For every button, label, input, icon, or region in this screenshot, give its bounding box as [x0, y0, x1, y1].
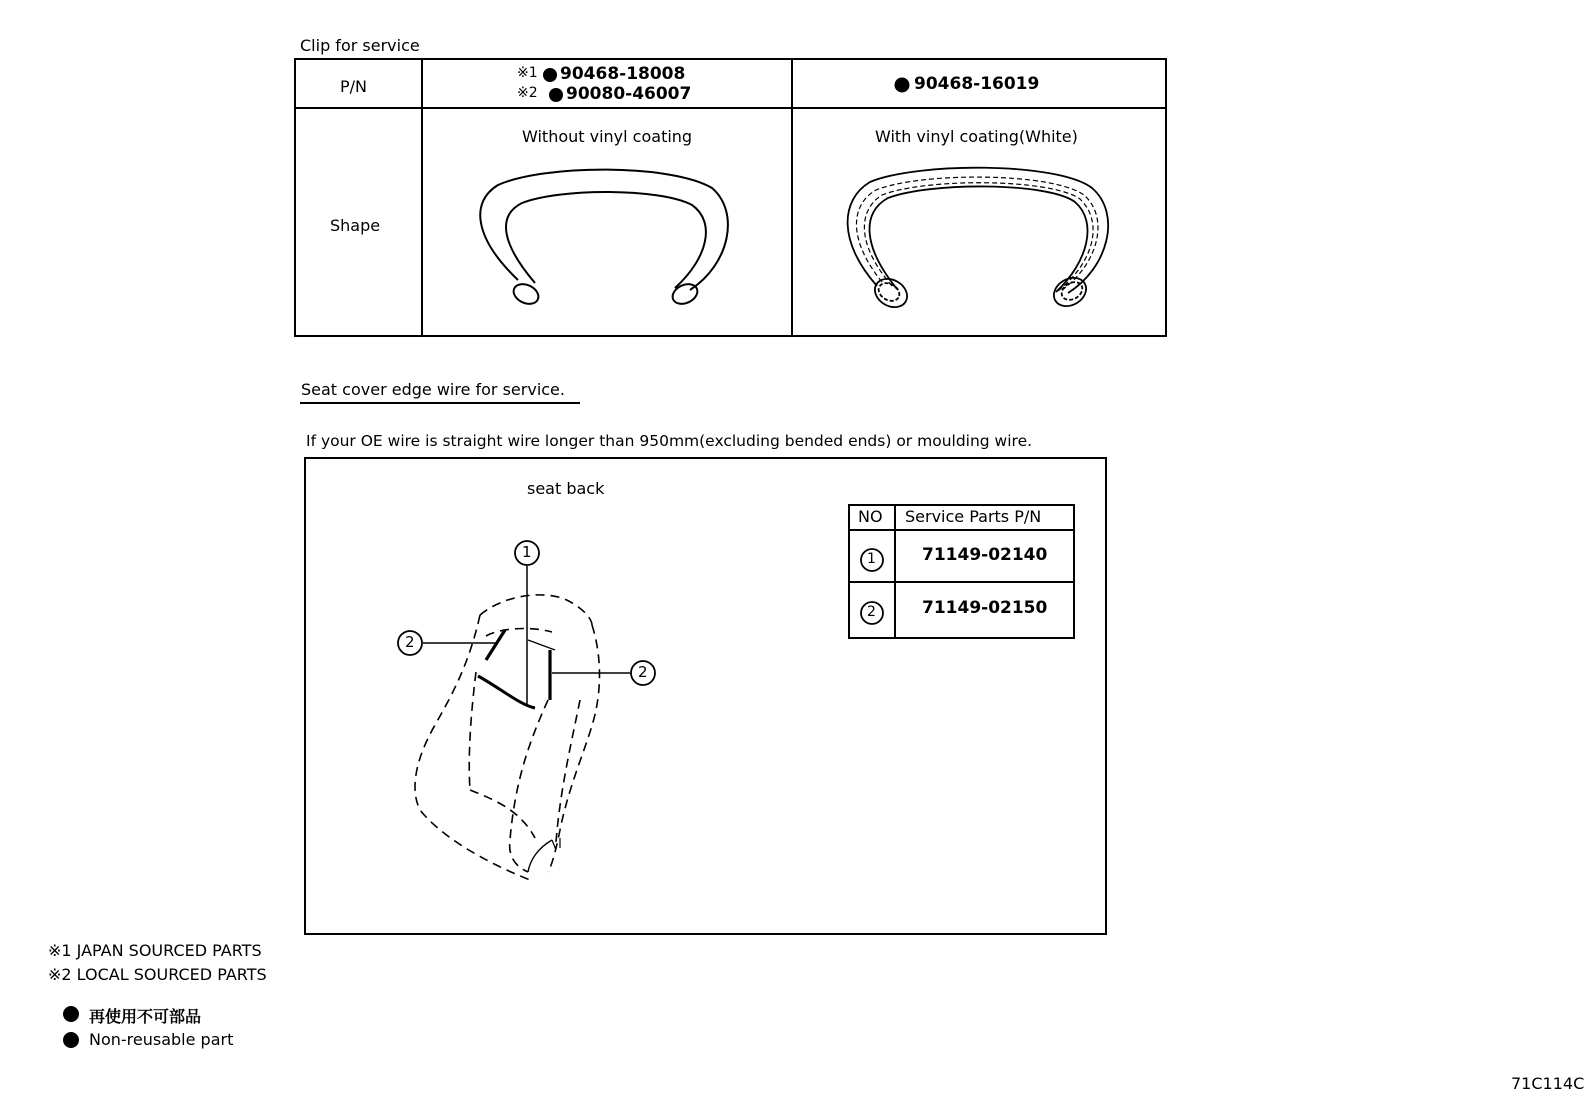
- legend-nonreuse-jp: 再使用不可部品: [89, 1007, 202, 1026]
- shape-header: Shape: [330, 216, 381, 235]
- clip-coated-drawing: [848, 168, 1109, 313]
- callout-label: 2: [405, 633, 415, 651]
- callout-label: 2: [638, 663, 648, 681]
- caption-without-vinyl: Without vinyl coating: [522, 127, 693, 146]
- legend-local: ※2 LOCAL SOURCED PARTS: [48, 965, 267, 984]
- legend-bullet-icon: [63, 1006, 79, 1022]
- table-row-no: 2: [867, 604, 876, 620]
- clip-table-grid: [295, 59, 1166, 336]
- table-row-pn: 71149-02150: [922, 598, 1048, 618]
- clip-section-title: Clip for service: [300, 36, 420, 55]
- bullet-icon: [543, 68, 557, 82]
- legend-nonreuse-en: Non-reusable part: [89, 1030, 234, 1049]
- bullet-icon: [549, 88, 563, 102]
- legend-japan: ※1 JAPAN SOURCED PARTS: [48, 941, 262, 960]
- caption-with-vinyl: With vinyl coating(White): [875, 127, 1078, 146]
- pn-japan: 90468-18008: [560, 64, 686, 84]
- pn-header: P/N: [340, 77, 368, 96]
- seat-back-drawing: [415, 595, 599, 880]
- table-header-pn: Service Parts P/N: [905, 507, 1042, 526]
- legend-bullet-icon: [63, 1032, 79, 1048]
- pn-local: 90080-46007: [566, 84, 692, 104]
- table-header-no: NO: [858, 507, 883, 526]
- clip-plain-drawing: [480, 170, 728, 308]
- local-mark: ※2: [517, 85, 538, 101]
- wire-note: If your OE wire is straight wire longer than 950mm(excluding bended ends) or moulding wire.: [306, 432, 1033, 450]
- bullet-icon: [895, 78, 910, 93]
- wire-section-title: Seat cover edge wire for service.: [301, 380, 565, 399]
- callout-label: 1: [522, 543, 532, 561]
- table-row-no: 1: [867, 551, 876, 567]
- pn-vinyl: 90468-16019: [914, 74, 1040, 94]
- figure-code: 71C114C: [1511, 1074, 1585, 1093]
- figure-caption: seat back: [527, 479, 605, 498]
- table-row-pn: 71149-02140: [922, 545, 1048, 565]
- japan-mark: ※1: [517, 65, 538, 81]
